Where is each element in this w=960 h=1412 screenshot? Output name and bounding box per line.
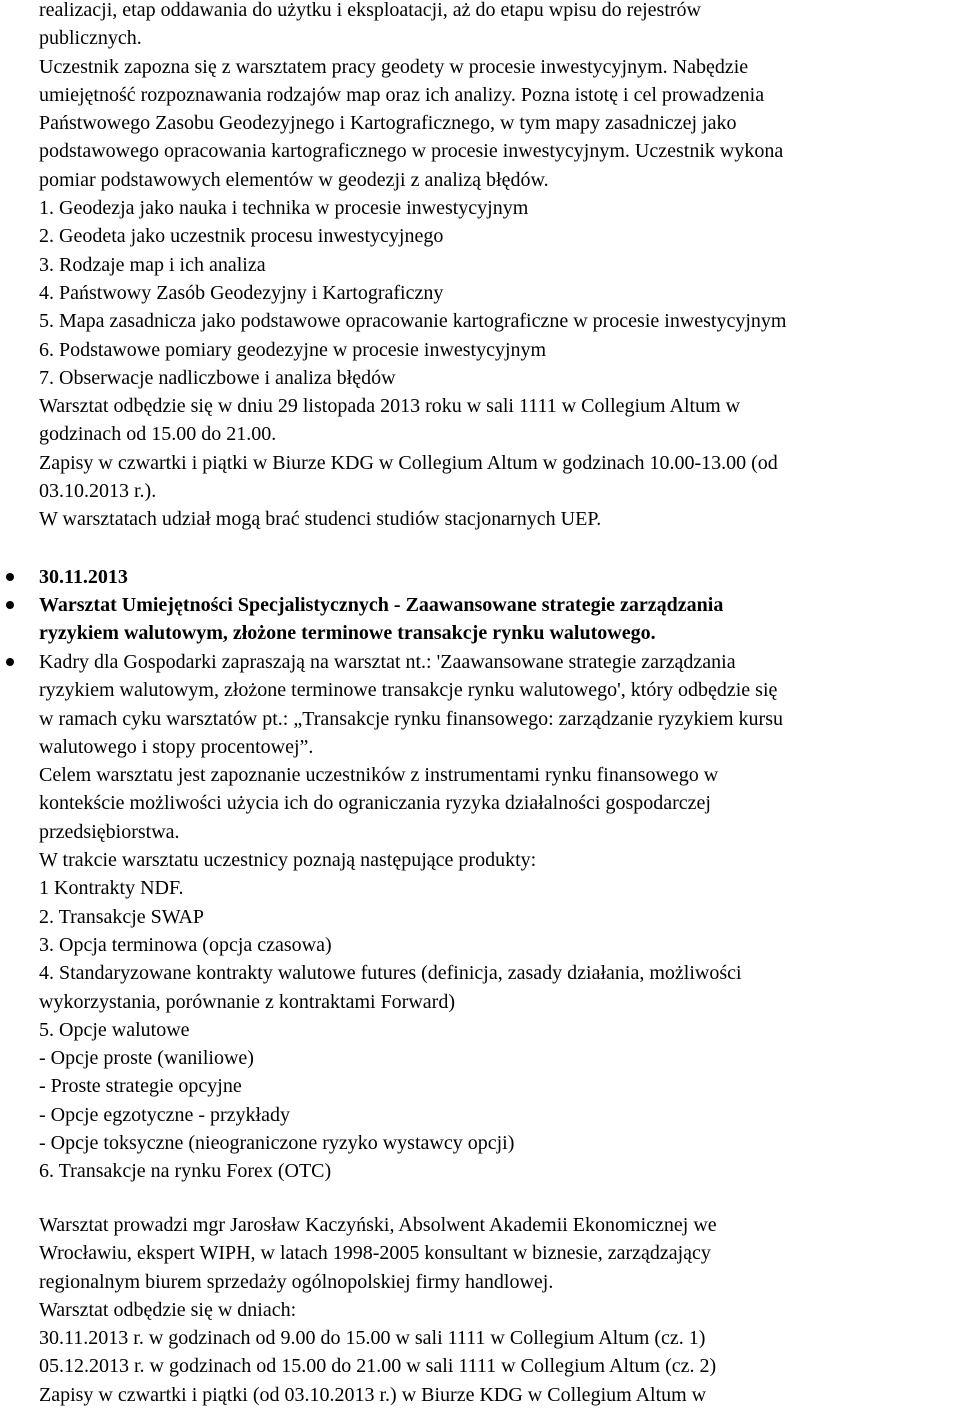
event-body-line: przedsiębiorstwa.	[39, 820, 180, 843]
event-body	[39, 648, 954, 1186]
event-body-line: ryzykiem walutowym, złożone terminowe transakcje rynku walutowego', który odbędzie się	[39, 679, 778, 702]
intro-line: godzinach od 15.00 do 21.00.	[39, 423, 277, 446]
product-list-item: 5. Opcje walutowe	[39, 1018, 190, 1041]
event-title-line: Warsztat Umiejętności Specjalistycznych - Zaawansowane strategie zarządzania	[39, 594, 724, 616]
intro-list-item: 2. Geodeta jako uczestnik procesu inwestycyjnego	[39, 225, 444, 248]
bullet-icon	[6, 573, 14, 581]
schedule-line: 30.11.2013 r. w godzinach od 9.00 do 15.00 w sali 1111 w Collegium Altum (cz. 1)	[39, 1327, 706, 1350]
intro-section	[39, 0, 954, 534]
event-title-line: ryzykiem walutowym, złożone terminowe transakcje rynku walutowego.	[39, 622, 656, 645]
intro-line: Państwowego Zasobu Geodezyjnego i Kartograficznego, w tym mapy zasadniczej jako	[39, 112, 737, 135]
intro-list-item: 3. Rodzaje map i ich analiza	[39, 253, 266, 276]
product-list-item: 2. Transakcje SWAP	[39, 905, 205, 928]
instructor-line: Warsztat prowadzi mgr Jarosław Kaczyński, Absolwent Akademii Ekonomicznej we	[39, 1214, 717, 1236]
product-list-item: - Opcje toksyczne (nieograniczone ryzyko wystawcy opcji)	[39, 1132, 515, 1155]
intro-list-item: 6. Podstawowe pomiary geodezyjne w procesie inwestycyjnym	[39, 338, 547, 361]
product-list-item: 3. Opcja terminowa (opcja czasowa)	[39, 933, 332, 956]
bullet-icon	[6, 601, 14, 609]
intro-line: Zapisy w czwartki i piątki w Biurze KDG w Collegium Altum w godzinach 10.00-13.00 (od	[39, 451, 778, 474]
registration-line: Zapisy w czwartki i piątki (od 03.10.2013 r.) w Biurze KDG w Collegium Altum w	[39, 1383, 707, 1406]
product-list-item: 1 Kontrakty NDF.	[39, 877, 184, 900]
event-body-line: Kadry dla Gospodarki zapraszają na warsztat nt.: 'Zaawansowane strategie zarządzania	[39, 651, 736, 673]
product-list-item: - Opcje proste (waniliowe)	[39, 1047, 254, 1070]
product-list-item: wykorzystania, porównanie z kontraktami Forward)	[39, 990, 455, 1013]
event-date: 30.11.2013	[39, 566, 128, 588]
product-list-item: 4. Standaryzowane kontrakty walutowe futures (definicja, zasady działania, możliwości	[39, 962, 742, 985]
bullet-icon	[6, 658, 14, 666]
intro-line: Uczestnik zapozna się z warsztatem pracy geodety w procesie inwestycyjnym. Nabędzie	[39, 55, 749, 78]
intro-line: Warsztat odbędzie się w dniu 29 listopada 2013 roku w sali 1111 w Collegium Altum w	[39, 395, 741, 418]
intro-line: realizacji, etap oddawania do użytku i eksploatacji, aż do etapu wpisu do rejestrów	[39, 0, 701, 21]
event-body-line: kontekście możliwości użycia ich do ograniczania ryzyka działalności gospodarczej	[39, 792, 711, 815]
instructor-line: Wrocławiu, ekspert WIPH, w latach 1998-2005 konsultant w biznesie, zarządzający	[39, 1242, 711, 1265]
instructor-section	[39, 1211, 954, 1409]
schedule-heading: Warsztat odbędzie się w dniach:	[39, 1298, 297, 1321]
intro-line: umiejętność rozpoznawania rodzajów map oraz ich analizy. Pozna istotę i cel prowadzenia	[39, 83, 765, 106]
event-body-line: walutowego i stopy procentowej”.	[39, 735, 314, 758]
intro-list-item: 1. Geodezja jako nauka i technika w procesie inwestycyjnym	[39, 197, 529, 220]
event-body-line: W trakcie warsztatu uczestnicy poznają następujące produkty:	[39, 849, 537, 872]
intro-line: podstawowego opracowania kartograficznego w procesie inwestycyjnym. Uczestnik wykona	[39, 140, 784, 163]
intro-line: 03.10.2013 r.).	[39, 480, 157, 503]
product-list-item: 6. Transakcje na rynku Forex (OTC)	[39, 1160, 332, 1183]
event-body-line: Celem warsztatu jest zapoznanie uczestników z instrumentami rynku finansowego w	[39, 764, 719, 787]
product-list-item: - Proste strategie opcyjne	[39, 1075, 242, 1098]
intro-list-item: 7. Obserwacje nadliczbowe i analiza błędów	[39, 366, 396, 389]
product-list-item: - Opcje egzotyczne - przykłady	[39, 1103, 290, 1126]
schedule-line: 05.12.2013 r. w godzinach od 15.00 do 21.00 w sali 1111 w Collegium Altum (cz. 2)	[39, 1355, 717, 1378]
intro-list-item: 5. Mapa zasadnicza jako podstawowe opracowanie kartograficzne w procesie inwestycyjnym	[39, 310, 787, 333]
intro-line: publicznych.	[39, 27, 142, 50]
event-title	[39, 591, 954, 648]
intro-line: W warsztatach udział mogą brać studenci studiów stacjonarnych UEP.	[39, 508, 602, 531]
event-body-line: w ramach cyku warsztatów pt.: „Transakcje rynku finansowego: zarządzanie ryzykiem kursu	[39, 707, 783, 730]
instructor-line: regionalnym biurem sprzedaży ogólnopolskiej firmy handlowej.	[39, 1270, 554, 1293]
intro-list-item: 4. Państwowy Zasób Geodezyjny i Kartograficzny	[39, 281, 444, 304]
intro-line: pomiar podstawowych elementów w geodezji z analizą błędów.	[39, 168, 549, 191]
